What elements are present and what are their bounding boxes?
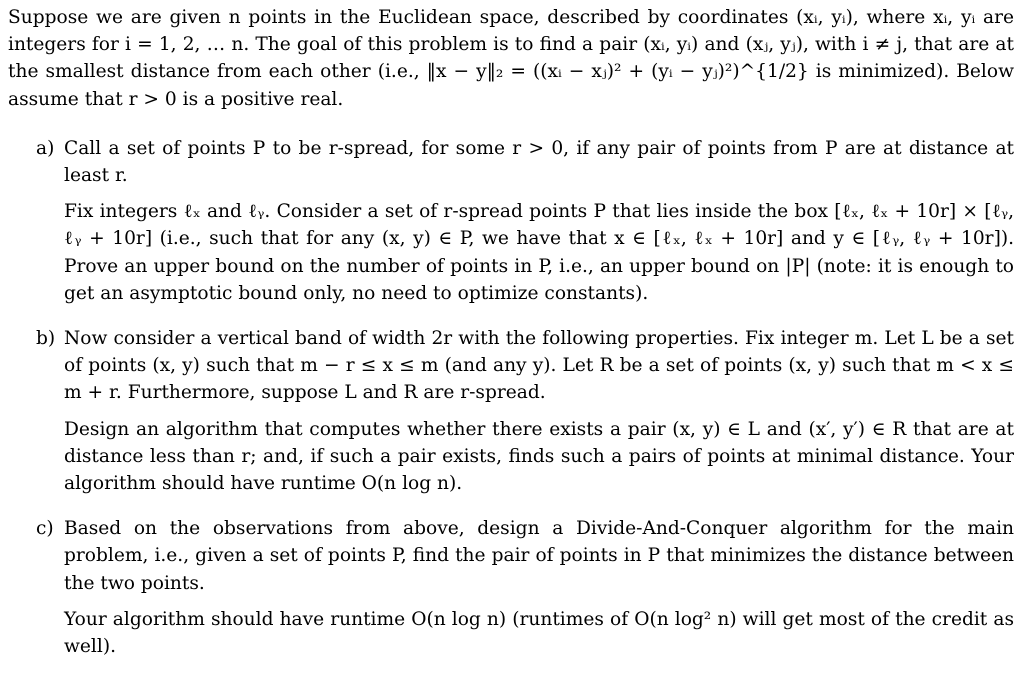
part-a-paragraph-2: Fix integers ℓₓ and ℓᵧ. Consider a set of r-spread points P that lies inside the box [ℓₓ, ℓₓ + 10r] × [ℓᵧ, ℓᵧ + 10r] (i.e., such that for any (x, y) ∈ P, we have that x ∈ [ℓₓ, ℓₓ + 10r] and y ∈ [ℓᵧ, ℓᵧ + 10r]). Prove an upper bound on the number of points in P, i.e., an upper bound on |P| (note: it is enough to get an asymptotic bound only, no need to optimize constants). — [64, 201, 1014, 304]
part-b-label: b) — [36, 328, 56, 350]
part-b-paragraph-1: Now consider a vertical band of width 2r with the following properties. Fix integer m. Let L be a set of points (x, y) such that m − r ≤ x ≤ m (and any y). Let R be a set of points (x, y) such that m < x ≤ m + r. Furthermore, suppose L and R are r-spread. — [64, 328, 1014, 404]
intro-paragraph: Suppose we are given n points in the Euclidean space, described by coordinates (xᵢ, yᵢ), where xᵢ, yᵢ are integers for i = 1, 2, … n. The goal of this problem is to find a pair (xᵢ, yᵢ) and (xⱼ, yⱼ), with i ≠ j, that are at the smallest distance from each other (i.e., ‖x − y‖₂ = ((xᵢ − xⱼ)² + (yᵢ − yⱼ)²)^{1/2} is minimized). Below assume that r > 0 is a positive real. — [8, 7, 1014, 110]
part-c-paragraph-1: Based on the observations from above, design a Divide-And-Conquer algorithm for the main problem, i.e., given a set of points P, find the pair of points in P that minimizes the distance between the two points. — [64, 518, 1014, 594]
part-b — [8, 325, 1014, 497]
part-c — [8, 515, 1014, 660]
part-a-label: a) — [36, 137, 55, 159]
part-b-paragraph-2: Design an algorithm that computes whether there exists a pair (x, y) ∈ L and (x′, y′) ∈ R that are at distance less than r; and, if such a pair exists, finds such a pairs of points at minimal distance. Your algorithm should have runtime O(n log n). — [64, 418, 1014, 495]
part-a-paragraph-1: Call a set of points P to be r-spread, for some r > 0, if any pair of points from P are at distance at least r. — [64, 137, 1014, 187]
part-a — [8, 135, 1014, 307]
part-c-label: c) — [36, 518, 54, 540]
part-c-paragraph-2: Your algorithm should have runtime O(n log n) (runtimes of O(n log² n) will get most of the credit as well). — [64, 608, 1014, 658]
